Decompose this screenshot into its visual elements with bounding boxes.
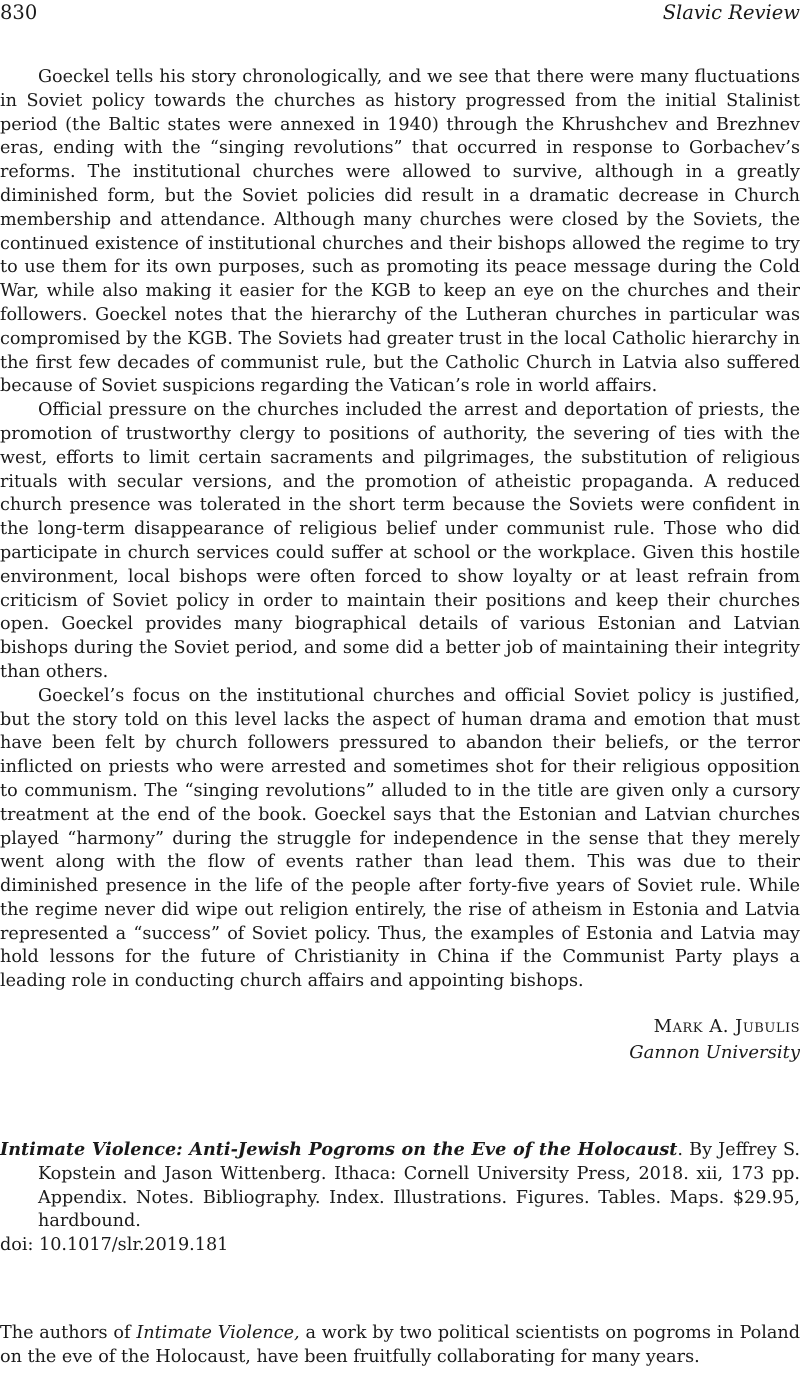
running-head [0,0,800,26]
reviewer-name: Mark A. Jubulis [653,1016,800,1037]
book-title: Intimate Violence: Anti-Jewish Pogroms on the Eve of the Holocaust [0,1139,678,1160]
paragraph-chronology: Goeckel tells his story chronologically, and we see that there were many fluctuations in Soviet policy towards the churches as history progressed from the initial Stalinist period (the Baltic states were annexed in 1940) through the Khrushchev and Brezhnev eras, ending with the “singing revolutions” that occurred in response to Gorbachev’s reforms. The institutional churches were allowed to survive, although in a greatly diminished form, but the Soviet policies did result in a dramatic decrease in Church membership and attendance. Although many churches were closed by the Soviets, the continued existence of institutional churches and their bishops allowed the regime to try to use them for its own purposes, such as promoting its peace message during the Cold War, while also making it easier for the KGB to keep an eye on the churches and their followers. Goeckel notes that the hierarchy of the Lutheran churches in particular was compromised by the KGB. The Soviets had greater trust in the local Catholic hierarchy in the first few decades of communist rule, but the Catholic Church in Latvia also suffered because of Soviet suspicions regarding the Vatican’s role in world affairs. [0,67,800,397]
reviewer-signature [629,1014,800,1066]
paragraph-official-pressure: Official pressure on the churches included the arrest and deportation of priests, the promotion of trustworthy clergy to positions of authority, the severing of ties with the west, efforts to limit certain sacraments and pilgrimages, the substitution of religious rituals with secular versions, and the promotion of atheistic propaganda. A reduced church presence was tolerated in the short term because the Soviets were confident in the long-term disappearance of religious belief under communist rule. Those who did participate in church services could suffer at school or the workplace. Given this hostile environment, local bishops were often forced to show loyalty or at least refrain from criticism of Soviet policy in order to maintain their positions and keep their churches open. Goeckel provides many biographical details of various Estonian and Latvian bishops during the Soviet period, and some did a better job of maintaining their integrity than others. [0,400,800,682]
paragraph-focus: Goeckel’s focus on the institutional churches and official Soviet policy is justified, but the story told on this level lacks the aspect of human drama and emotion that must have been felt by church followers pressured to abandon their beliefs, or the terror inflicted on priests who were arrested and sometimes shot for their religious opposition to communism. The “singing revolutions” alluded to in the title are given only a cursory treatment at the end of the book. Goeckel says that the Estonian and Latvian churches played “harmony” during the struggle for independence in the sense that they merely went along with the flow of events rather than lead them. This was due to their diminished presence in the life of the people after forty-five years of Soviet rule. While the regime never did wipe out religion entirely, the rise of atheism in Estonia and Latvia represented a “success” of Soviet policy. Thus, the examples of Estonia and Latvia may hold lessons for the future of Christianity in China if the Communist Party plays a leading role in conducting church affairs and appointing bishops. [0,685,800,992]
doi-line: doi: 10.1017/slr.2019.181 [0,1235,229,1256]
next-review-opening [0,1322,800,1370]
opening-book-title: Intimate Violence, [136,1323,300,1343]
book-citation [0,1138,800,1234]
book-details: . By Jeffrey S. Kopstein and Jason Wittenberg. Ithaca: Cornell University Press, 2018. xii, 173 pp. Appendix. Notes. Bibliography. Index. Illustrations. Figures. Tables. Maps. $29.95, hardbound. [38,1140,800,1232]
page-number: 830 [0,1,38,24]
opening-text-rest: a work by two political scientists on pogroms in Poland on the eve of the Holocaust, have been fruitfully collaborating for many years. [0,1323,800,1367]
next-review-heading [0,1138,800,1258]
opening-text-start: The authors of [0,1323,137,1343]
journal-title: Slavic Review [662,1,800,24]
reviewer-affiliation: Gannon University [629,1042,800,1063]
review-body [0,66,800,994]
